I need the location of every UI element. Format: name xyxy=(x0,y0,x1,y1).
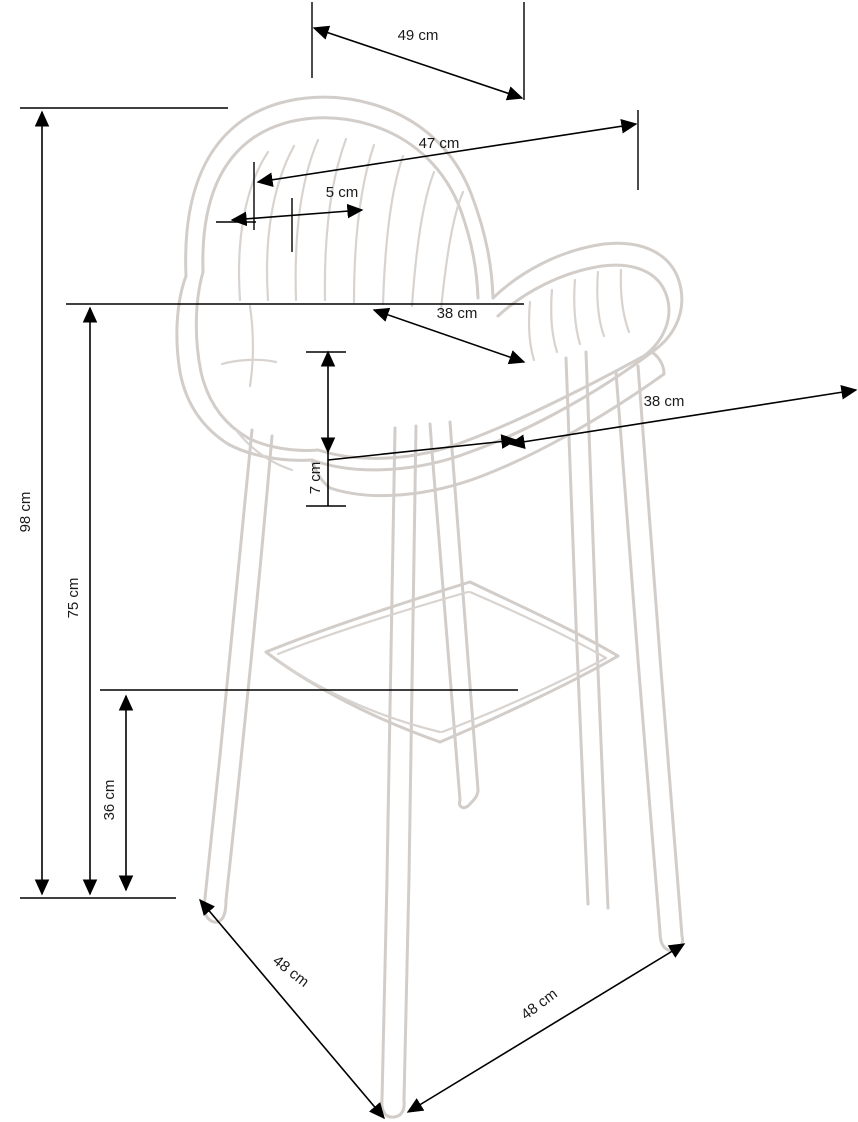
dimension-label-total-height: 98 cm xyxy=(17,491,34,533)
dimension-label-seat-width: 38 cm xyxy=(436,305,478,322)
dimension-label-seat-depth: 38 cm xyxy=(643,393,685,410)
dimension-label-seat-depth-top: 49 cm xyxy=(397,27,439,44)
dimension-label-seat-thickness: 7 cm xyxy=(307,461,324,495)
chair-illustration xyxy=(177,97,683,1117)
dimension-label-base-width-right: 48 cm xyxy=(517,985,561,1024)
dimension-label-backrest-width: 47 cm xyxy=(418,135,460,152)
dimension-label-base-depth-left: 48 cm xyxy=(269,952,313,991)
dimension-label-seat-height: 75 cm xyxy=(65,577,82,619)
dimension-label-armrest-gap: 5 cm xyxy=(325,184,359,201)
dimension-label-footrest-height: 36 cm xyxy=(101,779,118,821)
dimension-labels xyxy=(17,27,684,1023)
